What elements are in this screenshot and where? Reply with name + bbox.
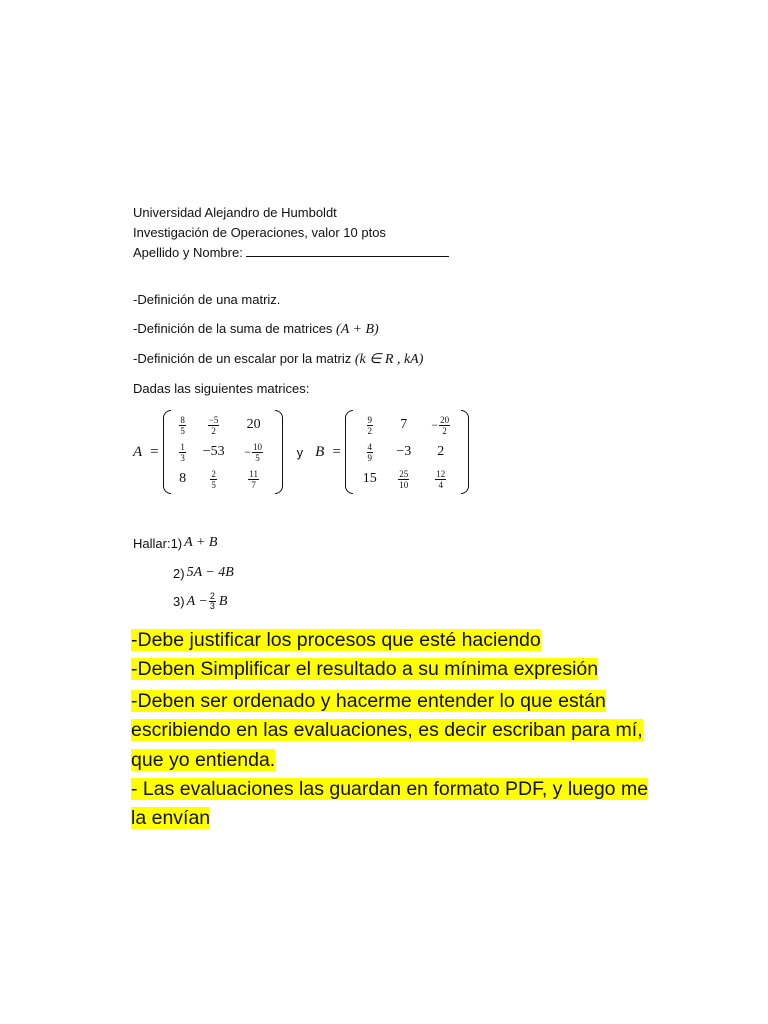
fraction xyxy=(367,442,374,463)
matrix-b-equals: = xyxy=(332,443,341,460)
name-label: Apellido y Nombre: xyxy=(133,245,243,260)
conjunction-y: y xyxy=(296,444,304,460)
fraction xyxy=(398,469,409,490)
exercise-3-number: 3) xyxy=(173,594,185,609)
matrix-value: −3 xyxy=(396,444,412,459)
fraction-numerator: 4 xyxy=(367,441,373,452)
exercise-3-denominator: 3 xyxy=(209,601,215,611)
minus-sign: − xyxy=(431,417,439,432)
fraction xyxy=(179,442,186,463)
exercise-1-expression: A + B xyxy=(184,535,218,550)
instruction-line xyxy=(131,657,598,681)
fraction-denominator: 5 xyxy=(255,452,260,463)
name-blank xyxy=(246,245,449,257)
instruction-line xyxy=(131,806,210,830)
matrix-cell xyxy=(435,469,446,490)
topic-2 xyxy=(133,321,379,338)
topic-3-math: (k ∈ R , kA) xyxy=(354,352,424,367)
instruction-line xyxy=(131,718,643,742)
instruction-line xyxy=(131,628,541,652)
fraction-numerator: 10 xyxy=(253,441,263,452)
exercise-2-number: 2) xyxy=(173,565,185,581)
fraction-denominator: 5 xyxy=(180,425,185,436)
fraction-denominator: 2 xyxy=(211,425,216,436)
matrix-cell xyxy=(179,415,186,436)
instruction-line xyxy=(131,689,606,713)
matrix-cell xyxy=(400,417,407,433)
matrix-a-left-paren xyxy=(163,410,171,494)
fraction xyxy=(248,469,259,490)
matrix-cell xyxy=(367,442,374,463)
matrix-a-equation xyxy=(133,408,469,496)
fraction-numerator: 9 xyxy=(367,414,373,425)
instruction-line xyxy=(131,777,648,801)
fraction-denominator: 10 xyxy=(399,479,409,490)
matrix-a-equals: = xyxy=(150,443,159,460)
fraction-numerator: 1 xyxy=(180,441,185,452)
instruction-line xyxy=(131,748,275,772)
matrix-value: 7 xyxy=(400,417,408,432)
exercise-3-numerator: 2 xyxy=(209,591,215,601)
exercise-3 xyxy=(173,592,227,611)
university-name: Universidad Alejandro de Humboldt xyxy=(133,205,337,220)
matrix-a-label: A xyxy=(133,443,143,460)
topic-1: -Definición de una matriz. xyxy=(133,292,281,307)
topic-3 xyxy=(133,351,423,368)
exercise-1-number: 1) xyxy=(170,535,183,551)
matrix-a-right-paren xyxy=(275,410,283,494)
matrix-value: −53 xyxy=(202,444,225,459)
fraction-denominator: 2 xyxy=(442,425,447,436)
exercises-label: Hallar: xyxy=(133,535,171,551)
exercise-3-prefix: A − xyxy=(186,593,208,609)
matrix-cell xyxy=(367,415,374,436)
matrix-value: 15 xyxy=(362,471,377,486)
topic-3-text: -Definición de un escalar por la matriz xyxy=(133,351,352,366)
fraction xyxy=(367,415,374,436)
matrix-cell xyxy=(431,415,450,436)
matrix-cell xyxy=(398,469,409,490)
matrix-cell xyxy=(179,442,186,463)
instruction-text: -Deben Simplificar el resultado a su mínima expresión xyxy=(131,658,599,680)
matrix-cell xyxy=(396,444,411,460)
course-title: Investigación de Operaciones, valor 10 ptos xyxy=(133,225,386,240)
matrix-cell xyxy=(210,469,217,490)
instruction-text: -Deben ser ordenado y hacerme entender lo que están xyxy=(131,690,606,712)
fraction-denominator: 4 xyxy=(438,479,444,490)
exercise-2-expression: 5A − 4B xyxy=(186,565,234,580)
matrix-b-left-paren xyxy=(345,410,353,494)
exercise-2 xyxy=(173,565,234,581)
fraction-denominator: 3 xyxy=(180,452,185,463)
name-line xyxy=(133,245,449,261)
matrix-cell xyxy=(248,469,259,490)
fraction xyxy=(179,415,186,436)
fraction-numerator: 20 xyxy=(440,414,450,425)
matrix-cell xyxy=(179,471,186,487)
fraction-denominator: 5 xyxy=(211,479,216,490)
instruction-text: - Las evaluaciones las guardan en formato PDF, y luego me xyxy=(131,778,649,800)
exercise-3-suffix: B xyxy=(218,593,228,609)
matrix-cell xyxy=(203,444,225,460)
matrix-value: 20 xyxy=(246,417,261,432)
fraction-numerator: 11 xyxy=(249,468,258,479)
fraction-numerator: 25 xyxy=(399,468,409,479)
topic-2-math: (A + B) xyxy=(336,322,379,337)
fraction-numerator: 2 xyxy=(211,468,216,479)
fraction xyxy=(210,469,217,490)
matrix-cell xyxy=(244,442,263,463)
matrix-cell xyxy=(437,444,444,460)
fraction-numerator: 8 xyxy=(180,414,185,425)
intro-text: Dadas las siguientes matrices: xyxy=(133,381,310,396)
fraction xyxy=(439,415,450,436)
matrix-a-grid xyxy=(171,412,275,493)
fraction xyxy=(252,442,263,463)
instruction-text: escribiendo en las evaluaciones, es decir escriban para mí, xyxy=(131,719,643,741)
fraction-numerator: 12 xyxy=(436,468,446,479)
matrix-b-right-paren xyxy=(461,410,469,494)
exercise-1 xyxy=(133,535,217,551)
instruction-text: que yo entienda. xyxy=(131,749,276,771)
fraction-denominator: 9 xyxy=(367,452,373,463)
fraction-denominator: 2 xyxy=(367,425,373,436)
instruction-text: la envían xyxy=(131,807,211,829)
exercise-3-fraction xyxy=(209,592,216,611)
matrix-b-grid xyxy=(353,412,461,493)
minus-sign: − xyxy=(244,444,252,459)
fraction-denominator: 7 xyxy=(251,479,256,490)
fraction xyxy=(435,469,446,490)
instruction-text: -Debe justificar los procesos que esté haciendo xyxy=(131,629,541,651)
matrix-cell xyxy=(208,415,220,436)
fraction-numerator: −5 xyxy=(208,414,219,425)
topic-2-text: -Definición de la suma de matrices xyxy=(133,321,333,336)
matrix-value: 2 xyxy=(437,444,445,459)
matrix-b-label: B xyxy=(315,443,325,460)
fraction xyxy=(208,415,220,436)
matrix-cell xyxy=(363,471,377,487)
matrix-cell xyxy=(247,417,261,433)
matrix-value: 8 xyxy=(179,471,187,486)
